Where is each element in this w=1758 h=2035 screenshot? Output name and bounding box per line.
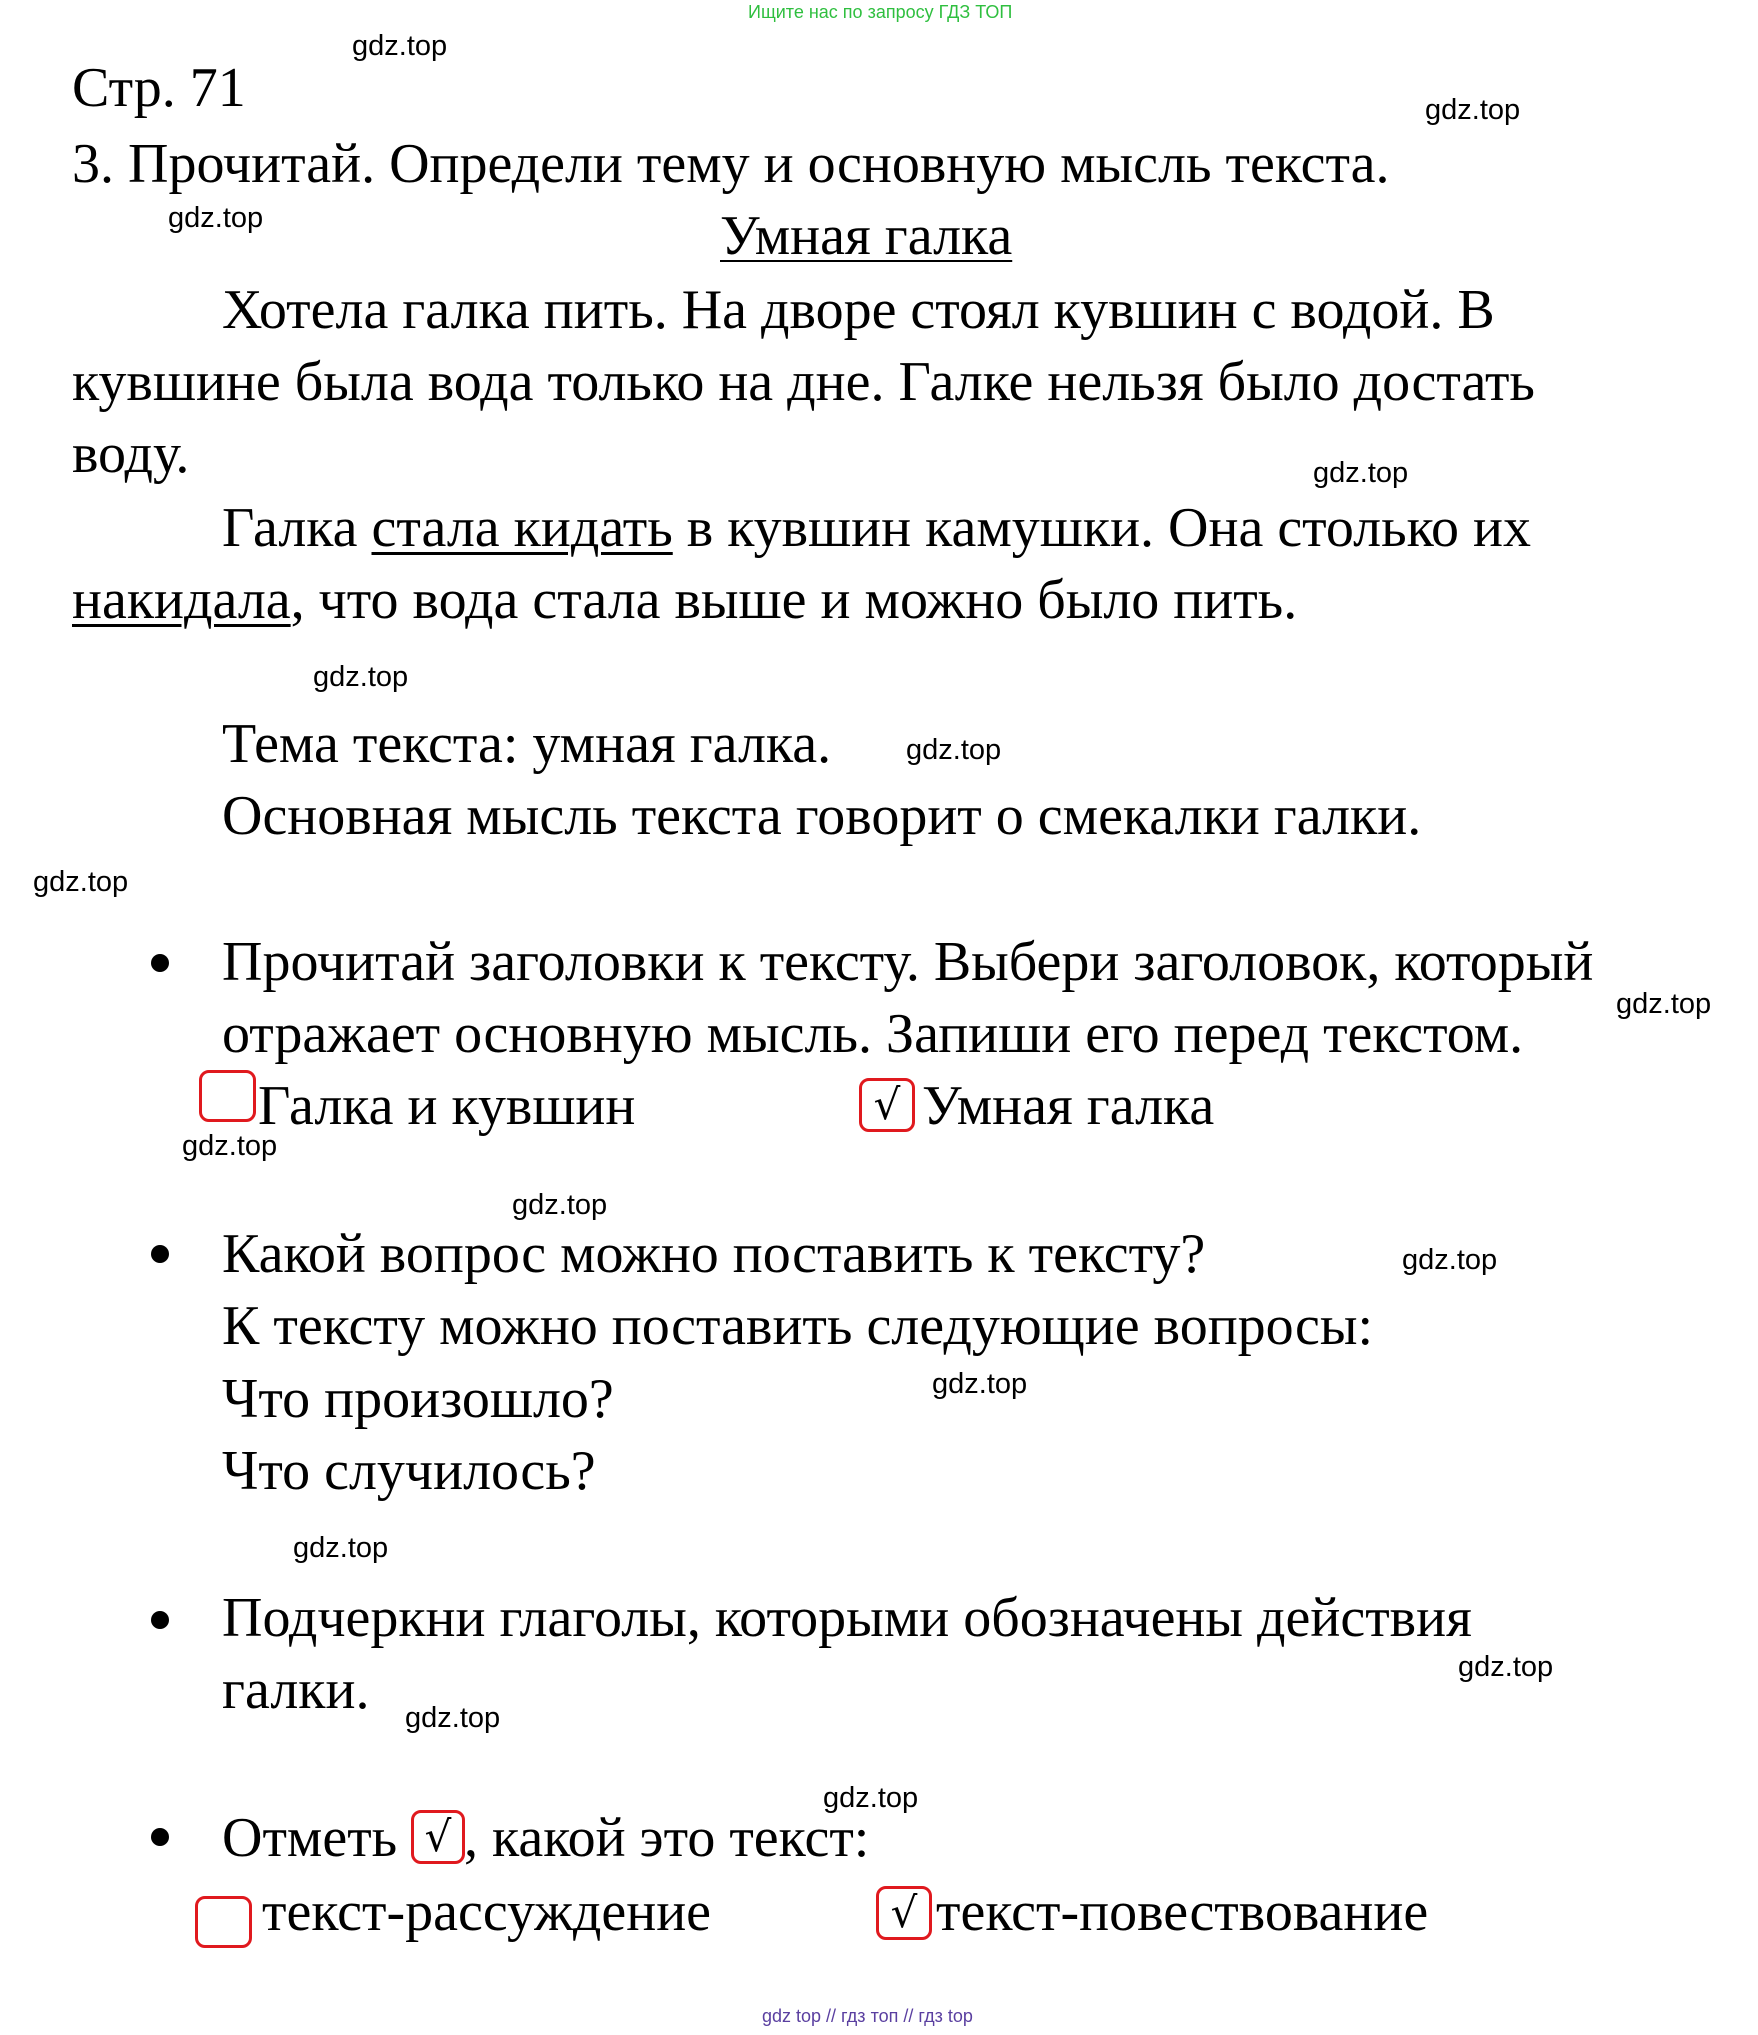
question-line: Отметь — [222, 1807, 398, 1869]
watermark: gdz.top — [168, 202, 264, 234]
question-line: Какой вопрос можно поставить к тексту? — [222, 1223, 1206, 1285]
option-label: текст-рассуждение — [262, 1881, 712, 1943]
story-title: Умная галка — [720, 205, 1013, 267]
checkbox-unchecked[interactable] — [195, 1896, 252, 1948]
story-line — [222, 497, 1531, 559]
watermark: gdz.top — [1616, 988, 1712, 1020]
task-heading: 3. Прочитай. Определи тему и основную мысль текста. — [72, 133, 1390, 195]
question-line: , какой это текст: — [464, 1807, 870, 1869]
question-line: галки. — [222, 1659, 370, 1721]
story-line: воду. — [72, 423, 190, 485]
checkbox-unchecked[interactable] — [199, 1070, 256, 1122]
question-line: отражает основную мысль. Запиши его перед текстом. — [222, 1003, 1524, 1065]
bullet-icon — [151, 1828, 169, 1846]
checkbox-checked[interactable] — [876, 1886, 932, 1940]
story-line: кувшине была вода только на дне. Галке нельзя было достать — [72, 351, 1535, 413]
text-fragment: Галка — [222, 497, 372, 559]
watermark: gdz.top — [293, 1532, 389, 1564]
watermark: gdz.top — [33, 866, 129, 898]
watermark: gdz.top — [823, 1782, 919, 1814]
page-reference: Стр. 71 — [72, 57, 246, 119]
watermark: gdz.top — [932, 1368, 1028, 1400]
text-fragment: в кувшин камушки. Она столько их — [672, 497, 1531, 559]
watermark: gdz.top — [1458, 1651, 1554, 1683]
text-fragment: , что вода стала выше и можно было пить. — [290, 569, 1298, 631]
check-icon: √ — [890, 1888, 918, 1937]
checkbox-checked[interactable] — [859, 1078, 915, 1132]
watermark: gdz.top — [352, 30, 448, 62]
question-line: Подчеркни глаголы, которыми обозначены действия — [222, 1587, 1472, 1649]
watermark: gdz.top — [313, 661, 409, 693]
answer-line: Что случилось? — [222, 1440, 596, 1502]
watermark: gdz.top — [512, 1189, 608, 1221]
theme-answer: Тема текста: умная галка. — [222, 713, 832, 775]
watermark: gdz.top — [906, 734, 1002, 766]
check-icon: √ — [873, 1080, 901, 1129]
check-icon: √ — [424, 1812, 452, 1861]
watermark: gdz.top — [1313, 457, 1409, 489]
option-label: Галка и кувшин — [258, 1075, 636, 1137]
bullet-icon — [151, 954, 169, 972]
watermark: gdz.top — [1402, 1244, 1498, 1276]
story-line: Хотела галка пить. На дворе стоял кувшин с водой. В — [222, 279, 1495, 341]
checkbox-checked[interactable] — [411, 1810, 465, 1864]
underlined-verb: накидала — [72, 569, 291, 631]
bottom-banner[interactable]: gdz top // гдз топ // гдз top — [762, 2006, 973, 2026]
bullet-icon — [151, 1611, 169, 1629]
main-idea-answer: Основная мысль текста говорит о смекалки галки. — [222, 785, 1422, 847]
bullet-icon — [151, 1245, 169, 1263]
question-line: Прочитай заголовки к тексту. Выбери заголовок, который — [222, 931, 1594, 993]
watermark: gdz.top — [405, 1702, 501, 1734]
answer-line: Что произошло? — [222, 1368, 614, 1430]
option-label: Умная галка — [922, 1075, 1215, 1137]
top-banner[interactable]: Ищите нас по запросу ГДЗ ТОП — [748, 2, 1013, 22]
story-line — [72, 569, 1298, 631]
watermark: gdz.top — [1425, 94, 1521, 126]
underlined-verb: стала кидать — [371, 497, 673, 559]
watermark: gdz.top — [182, 1130, 278, 1162]
answer-line: К тексту можно поставить следующие вопросы: — [222, 1295, 1374, 1357]
option-label: текст-повествование — [936, 1881, 1429, 1943]
